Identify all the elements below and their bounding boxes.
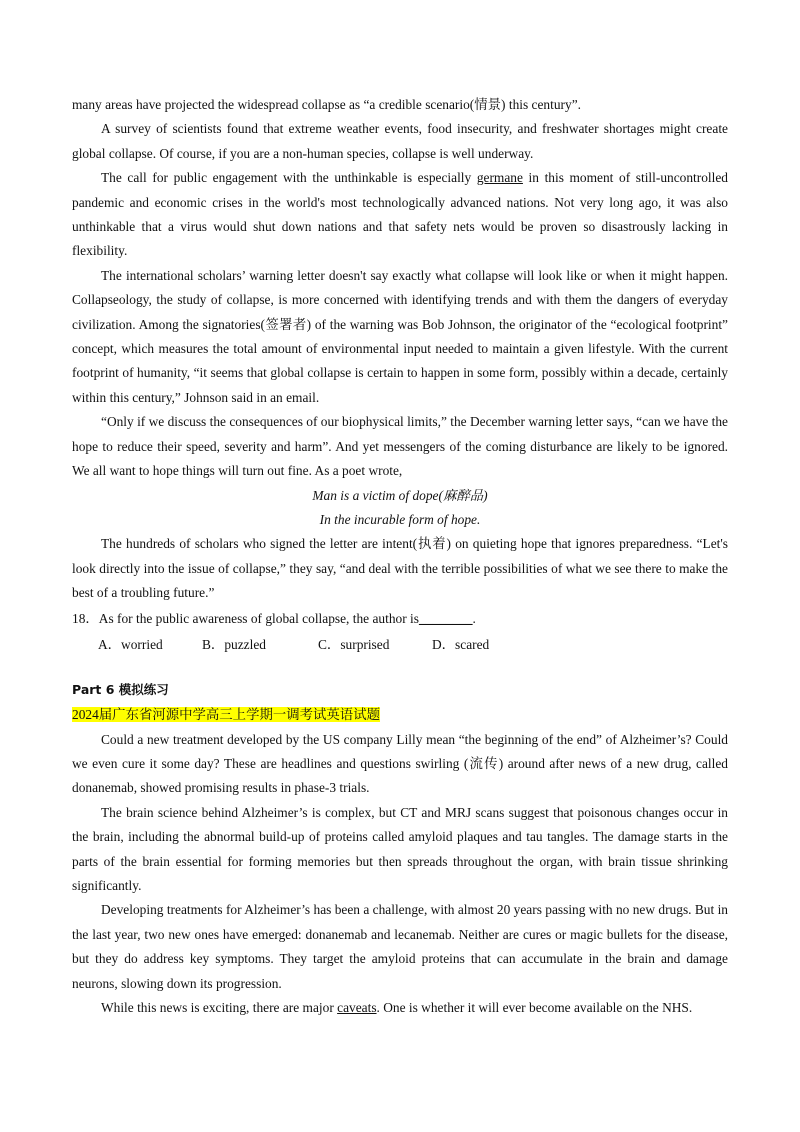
document-body: [72, 93, 728, 1020]
passage1-paragraph-1: A survey of scientists found that extreme weather events, food insecurity, and freshwater shortages might create global collapse. Of course, if you are a non-human species, collapse is well underway.: [72, 121, 728, 161]
passage1-paragraph-3: The international scholars’ warning letter doesn't say exactly what collapse will look like or when it might happen. Collapseology, the study of collapse, is more concerned with identifying trends and with them the dangers of everyday civilization. Among the signatories(签署者) of the warning was Bob Johnson, the originator of the “ecological footprint” concept, which measures the total amount of environmental input needed to maintain a given lifestyle. With the current footprint of humanity, “it seems that global collapse is certain to happen in some form, possibly within a decade, certainly within this century,” Johnson said in an email.: [72, 267, 728, 405]
exam-source-line: [72, 702, 728, 728]
passage1-paragraph-0: many areas have projected the widespread collapse as “a credible scenario(情景) this century”.: [72, 97, 581, 112]
passage1-paragraph-2: [72, 166, 728, 264]
passage2-paragraph-1: Could a new treatment developed by the US company Lilly mean “the beginning of the end” of Alzheimer’s? Could we even cure it some day? These are headlines and questions swirling (流传) around after news of a new drug, called donanemab, showed promising results in phase-3 trials.: [72, 731, 728, 796]
question-end: .: [472, 610, 476, 626]
question-18-options: [72, 632, 728, 658]
option-b: B．puzzled: [202, 636, 266, 652]
option-c: C．surprised: [318, 636, 390, 652]
answer-blank: ________: [418, 610, 473, 626]
poem-line-1: Man is a victim of dope(麻醉品): [312, 487, 488, 503]
paragraph-text: The call for public engagement with the unthinkable is especially: [101, 170, 477, 186]
passage2-paragraph-3: Developing treatments for Alzheimer’s has been a challenge, with almost 20 years passing with no new drugs. But in the last year, two new ones have emerged: donanemab and lecanemab. Neither are cures or magic bullets for the disease, but they do address key symptoms. They target the amyloid proteins that can accumulate in the brain and damage neurons, slowing down its progression.: [72, 902, 728, 991]
poem-line-2: In the incurable form of hope.: [319, 511, 481, 527]
question-text: 18．As for the public awareness of global collapse, the author is: [72, 610, 419, 626]
passage1-paragraph-5: The hundreds of scholars who signed the letter are intent(执着) on quieting hope that ignores preparedness. “Let's look directly into the issue of collapse,” they say, “and deal with the terrible possibilities of what we see there to make the best of a troubling future.”: [72, 536, 728, 601]
option-d: D．scared: [432, 636, 490, 652]
paragraph-text: While this news is exciting, there are major: [101, 1000, 338, 1015]
part-6-heading: Part 6 模拟练习: [72, 681, 169, 697]
passage2-paragraph-4: [72, 996, 728, 1020]
passage2-paragraph-2: The brain science behind Alzheimer’s is complex, but CT and MRJ scans suggest that poisonous changes occur in the brain, including the abnormal build-up of proteins called amyloid plaques and tau tangles. The damage starts in the parts of the brain essential for forming memories but then spreads throughout the organ, with brain tissue shrinking significantly.: [72, 804, 728, 893]
paragraph-text: in this moment of still-uncontrolled pandemic and economic crises in the world's most technologically advanced nations. Not very long ago, it was also unthinkable that a virus would shut down nations and that safety nets would be proven so disastrously lacking in flexibility.: [72, 170, 728, 259]
underlined-word-caveats: caveats: [337, 1000, 377, 1015]
highlighted-exam-source: 2024届广东省河源中学高三上学期一调考试英语试题: [72, 706, 380, 722]
paragraph-text: . One is whether it will ever become available on the NHS.: [376, 1000, 693, 1015]
underlined-word-germane: germane: [476, 170, 523, 186]
option-a: A．worried: [98, 636, 163, 652]
question-18-stem: [72, 606, 728, 632]
passage1-paragraph-4: “Only if we discuss the consequences of our biophysical limits,” the December warning letter says, “can we have the hope to reduce their speed, severity and harm”. And yet messengers of the coming disturbance are likely to be ignored. We all want to hope things will turn out fine. As a poet wrote,: [72, 414, 728, 479]
